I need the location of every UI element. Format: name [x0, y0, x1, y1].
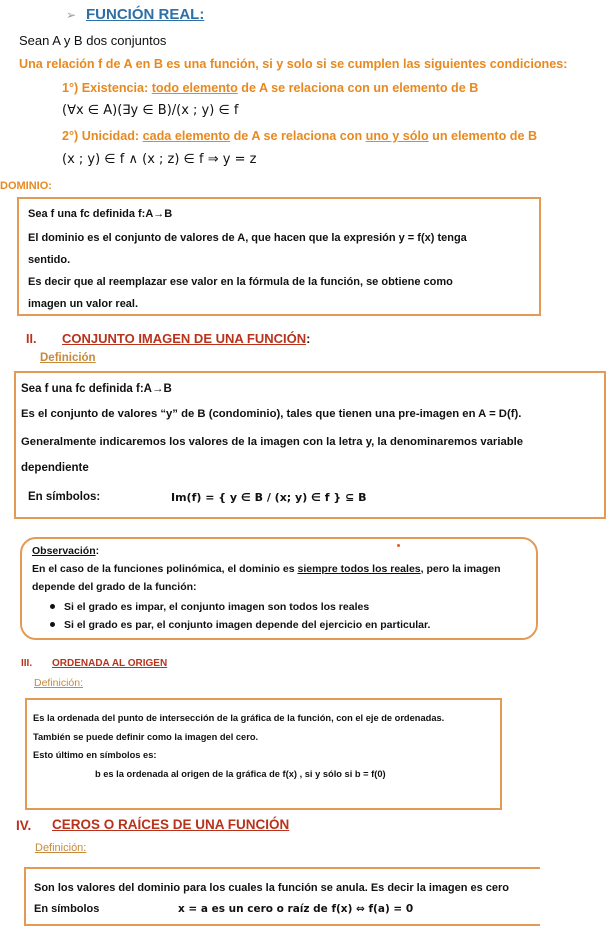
observacion-line-2: depende del grado de la función:: [32, 581, 197, 593]
uniqueness-formula: (x ; y) ∈ f ∧ (x ; z) ∈ f ⇒ y = z: [62, 152, 257, 167]
observacion-bullet-2: [50, 619, 430, 631]
imagen-box: [14, 371, 606, 519]
bullet-dot-icon: [50, 604, 55, 609]
bullet-dot-icon: [50, 622, 55, 627]
observacion-title-colon: :: [95, 545, 100, 557]
condition-existence: [62, 81, 478, 95]
condition-uniqueness-underlined-1: cada elemento: [142, 129, 231, 143]
imagen-symbols-label: En símbolos:: [28, 491, 101, 503]
ceros-symbols-label: En símbolos: [34, 903, 100, 915]
ordenada-box: [25, 698, 502, 810]
observacion-title: [32, 545, 99, 557]
dominio-heading: DOMINIO:: [0, 180, 52, 192]
condition-uniqueness-suffix: un elemento de B: [428, 129, 538, 143]
ceros-box: [24, 867, 540, 926]
section-iv-subtitle: Definición:: [35, 842, 87, 854]
section-iv-numeral: IV.: [16, 818, 32, 833]
intro-text: Sean A y B dos conjuntos: [19, 33, 167, 48]
dominio-line-1: Sea f una fc definida f:A→B: [28, 208, 173, 220]
ordenada-line-2: También se puede definir como la imagen del cero.: [33, 732, 259, 742]
imagen-symbols-formula: Im(f) = { y ∈ B / (x; y) ∈ f } ⊆ B: [171, 491, 367, 504]
condition-uniqueness-underlined-2: uno y sólo: [365, 129, 429, 143]
observacion-title-text: Observación: [32, 545, 96, 557]
observacion-line-1-suffix: , pero la imagen: [420, 563, 501, 575]
condition-uniqueness-prefix: 2°) Unicidad:: [62, 129, 143, 143]
observacion-line-1-underlined: siempre todos los reales: [297, 563, 421, 575]
section-iv-title: CEROS O RAÍCES DE UNA FUNCIÓN: [52, 817, 290, 832]
condition-uniqueness-middle: de A se relaciona con: [230, 129, 366, 143]
section-ii-title-colon: :: [306, 331, 311, 346]
observacion-box: [20, 537, 538, 640]
stray-mark-dot: [397, 544, 400, 547]
dominio-line-4: Es decir que al reemplazar ese valor en la fórmula de la función, se obtiene como: [28, 276, 453, 288]
imagen-line-4: dependiente: [21, 462, 89, 474]
ordenada-line-3: Esto último en símbolos es:: [33, 750, 157, 760]
dominio-line-5: imagen un valor real.: [28, 298, 139, 310]
imagen-line-3: Generalmente indicaremos los valores de la imagen con la letra y, la denominaremos variable: [21, 436, 524, 448]
dominio-box: [17, 197, 541, 316]
observacion-bullet-1-text: Si el grado es impar, el conjunto imagen son todos los reales: [64, 601, 370, 613]
imagen-line-2: Es el conjunto de valores “y” de B (condominio), tales que tienen una pre-imagen en A = D(f).: [21, 408, 522, 420]
section-ii-title: [62, 331, 310, 346]
imagen-line-1: Sea f una fc definida f:A→B: [21, 383, 172, 395]
section-ii-numeral: II.: [26, 332, 37, 346]
ordenada-line-4: b es la ordenada al origen de la gráfica de f(x) , si y sólo si b = f(0): [95, 769, 386, 779]
observacion-bullet-1: [50, 601, 369, 613]
bullet-arrow-icon: ➢: [66, 8, 77, 22]
dominio-line-3: sentido.: [28, 254, 71, 266]
condition-existence-prefix: 1°) Existencia:: [62, 81, 152, 95]
ceros-symbols-formula: x = a es un cero o raíz de f(x) ⇔ f(a) = 0: [178, 903, 414, 915]
section-iii-numeral: III.: [21, 658, 33, 669]
section-ii-subtitle: Definición: [40, 352, 96, 364]
existence-formula: (∀x ∈ A)(∃y ∈ B)/(x ; y) ∈ f: [62, 103, 239, 118]
dominio-line-2: El dominio es el conjunto de valores de A, que hacen que la expresión y = f(x) tenga: [28, 232, 467, 244]
function-definition: Una relación f de A en B es una función, si y solo si se cumplen las siguientes condiciones:: [19, 57, 568, 71]
observacion-line-1: [32, 563, 501, 575]
section-iii-subtitle: Definición:: [34, 677, 84, 689]
section-title-funcion-real: FUNCIÓN REAL:: [86, 6, 205, 23]
section-iii-title: ORDENADA AL ORIGEN: [52, 658, 168, 669]
condition-existence-suffix: de A se relaciona con un elemento de B: [237, 81, 479, 95]
ceros-line-1: Son los valores del dominio para los cuales la función se anula. Es decir la imagen es cero: [34, 882, 509, 894]
ordenada-line-1: Es la ordenada del punto de intersección de la gráfica de la función, con el eje de ordenadas.: [33, 713, 445, 723]
section-ii-title-text: CONJUNTO IMAGEN DE UNA FUNCIÓN: [62, 331, 307, 346]
observacion-line-1-prefix: En el caso de la funciones polinómica, el dominio es: [32, 563, 298, 575]
observacion-bullet-2-text: Si el grado es par, el conjunto imagen depende del ejercicio en particular.: [64, 619, 431, 631]
condition-existence-underlined: todo elemento: [151, 81, 238, 95]
condition-uniqueness: [62, 129, 537, 143]
